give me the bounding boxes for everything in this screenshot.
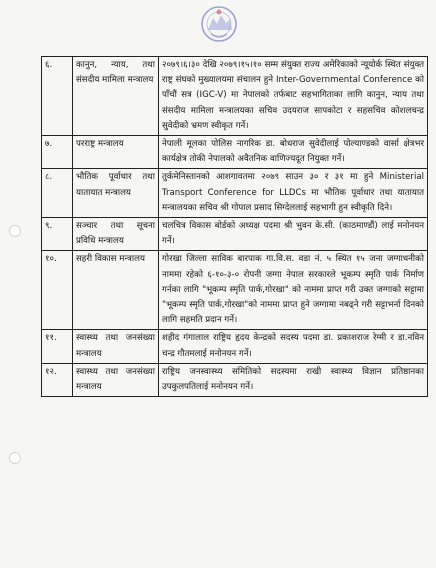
- decision-text: चलचित्र विकास बोर्डको अध्यक्ष पदमा श्री भुवन के.सी. (काठमाण्डौं) लाई मनोनयन गर्ने।: [159, 218, 428, 251]
- punch-hole: [9, 452, 21, 464]
- ministry-name: स्वास्थ्य तथा जनसंख्या मन्त्रालय: [73, 330, 159, 363]
- row-number: ६.: [42, 57, 73, 136]
- decision-text: २०७९।६।३० देखि २०७९।१५।१० सम्म संयुक्त राज्य अमेरिकाको न्यूयोर्क स्थित संयुक्त राष्ट्र संघको मुख्यालयमा संचालन हुने Inter-Governmental Conference को पाँचौं सत्र (IGC-V) मा नेपालको तर्फबाट सहभागिताका लागि कानुन, न्याय तथा संसदीय मामिला मन्त्रालयका सचिव उदयराज सापकोटा र सहसचिव कोशलचन्द्र सुवेदीको भ्रमण स्वीकृत गर्ने।: [159, 57, 428, 136]
- table-row: [42, 251, 428, 330]
- government-seal-icon: [196, 4, 242, 44]
- decision-text: गोरखा जिल्ला साविक बारपाक गा.वि.स. वडा नं. ५ स्थित १५ जना जग्गाधनीको नाममा रहेको ६-१०-३-० रोपनी जग्गा नेपाल सरकारले भूकम्प स्मृति पार्क निर्माण गर्नका लागि "भूकम्प स्मृति पार्क,गोरखा" को नाममा प्राप्त गरी उक्त जग्गाको सट्टामा "भूकम्प स्मृति पार्क,गोरखा"को नाममा प्राप्त हुने जग्गामा नबढ्ने गरी सट्टाभर्ना दिनको लागि सहमति प्रदान गर्ने।: [159, 251, 428, 330]
- table-row: [42, 363, 428, 396]
- row-number: ८.: [42, 169, 73, 218]
- decision-text: शहीद गंगालाल राष्ट्रिय हृदय केन्द्रको सदस्य पदमा डा. प्रकाशराज रेग्मी र डा.नविन चन्द्र गौतमलाई मनोनयन गर्ने।: [159, 330, 428, 363]
- table-row: [42, 218, 428, 251]
- row-number: ९.: [42, 218, 73, 251]
- table-row: [42, 169, 428, 218]
- decision-text: राष्ट्रिय जनस्वास्थ्य समितिको सदस्यमा राखी स्वास्थ्य विज्ञान प्रतिष्ठानका उपकुलपतिलाई मनोनयन गर्ने।: [159, 363, 428, 396]
- ministry-name: स्वास्थ्य तथा जनसंख्या मन्त्रालय: [73, 363, 159, 396]
- row-number: १२.: [42, 363, 73, 396]
- table-row: [42, 136, 428, 169]
- ministry-name: सहरी विकास मन्त्रालय: [73, 251, 159, 330]
- table-row: [42, 57, 428, 136]
- row-number: ७.: [42, 136, 73, 169]
- punch-hole: [9, 225, 21, 237]
- ministry-name: परराष्ट्र मन्त्रालय: [73, 136, 159, 169]
- table-row: [42, 330, 428, 363]
- decision-text: तुर्कमेनिस्तानको आशगावतमा २०७९ साउन ३० र ३१ मा हुने Ministerial Transport Conference for LLDCs मा भौतिक पूर्वाधार तथा यातायात मन्त्रालयका सचिव श्री गोपाल प्रसाद सिग्देललाई सहभागी हुन स्वीकृति दिने।: [159, 169, 428, 218]
- decisions-table: [41, 56, 428, 397]
- row-number: ११.: [42, 330, 73, 363]
- ministry-name: कानुन, न्याय, तथा संसदीय मामिला मन्त्रालय: [73, 57, 159, 136]
- ministry-name: भौतिक पूर्वाधार तथा यातायात मन्त्रालय: [73, 169, 159, 218]
- row-number: १०.: [42, 251, 73, 330]
- decision-text: नेपाली मूलका पोलिस नागरिक डा. बोधराज सुवेदीलाई पोल्याण्डको वार्सा क्षेत्रभर कार्यक्षेत्र तोकी नेपालको अवैतनिक वाणिज्यदूत नियुक्त गर्ने।: [159, 136, 428, 169]
- ministry-name: सञ्चार तथा सूचना प्रविधि मन्त्रालय: [73, 218, 159, 251]
